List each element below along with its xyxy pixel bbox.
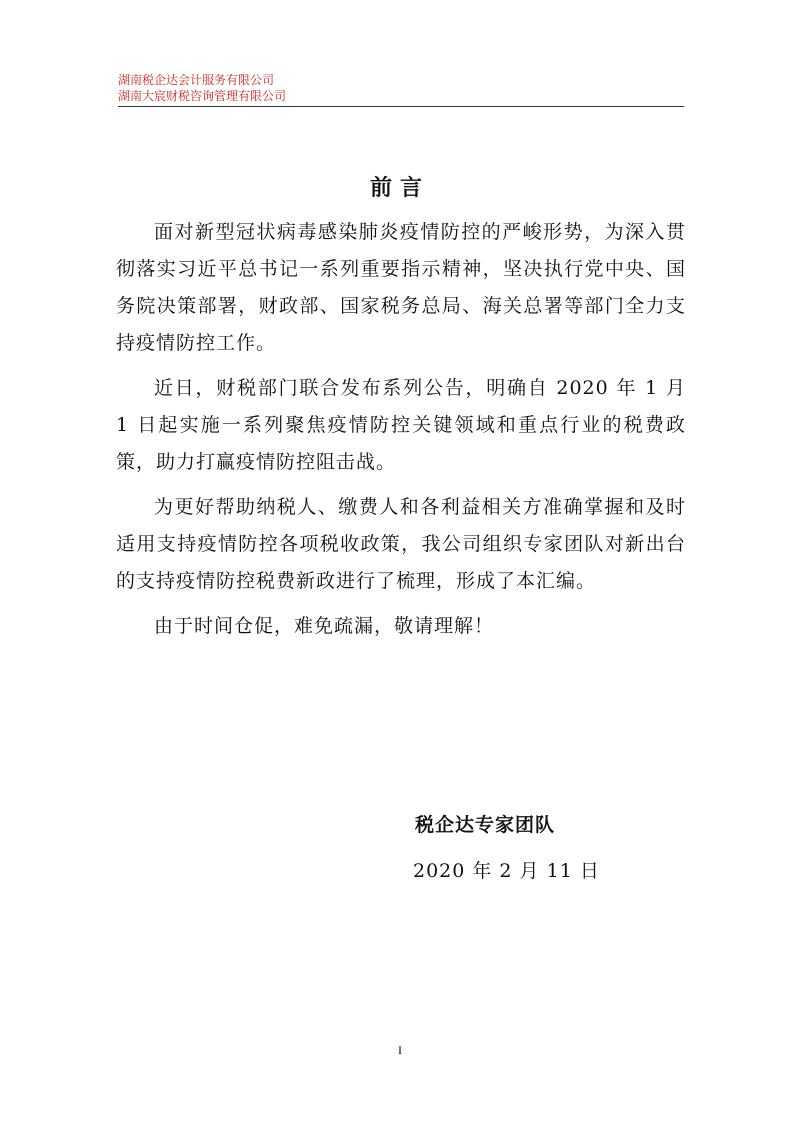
paragraph-4: 由于时间仓促，难免疏漏，敬请理解！ <box>154 615 495 637</box>
preface-body <box>116 214 686 645</box>
header-company-1: 湖南税企达会计服务有限公司 <box>118 73 275 87</box>
signature-block <box>415 805 655 891</box>
header-company-2: 湖南大宸财税咨询管理有限公司 <box>118 89 287 103</box>
paragraph-2: 近日，财税部门联合发布系列公告，明确自 2020 年 1 月 1 日起实施一系列聚焦疫情防控关键领域和重点行业的税费政策，助力打赢疫情防控阻击战。 <box>116 377 686 473</box>
signature-team: 税企达专家团队 <box>415 814 556 836</box>
signature-date: 2020 年 2 月 11 日 <box>413 860 600 882</box>
paragraph-1: 面对新型冠状病毒感染肺炎疫情防控的严峻形势，为深入贯彻落实习近平总书记一系列重要指示精神，坚决执行党中央、国务院决策部署，财政部、国家税务总局、海关总署等部门全力支持疫情防控工作。 <box>116 221 686 354</box>
page-title: 前言 <box>369 175 430 201</box>
paragraph-3: 为更好帮助纳税人、缴费人和各利益相关方准确掌握和及时适用支持疫情防控各项税收政策，我公司组织专家团队对新出台的支持疫情防控税费新政进行了梳理，形成了本汇编。 <box>116 496 686 592</box>
page-header <box>118 72 684 107</box>
page-number: I <box>398 1043 402 1057</box>
